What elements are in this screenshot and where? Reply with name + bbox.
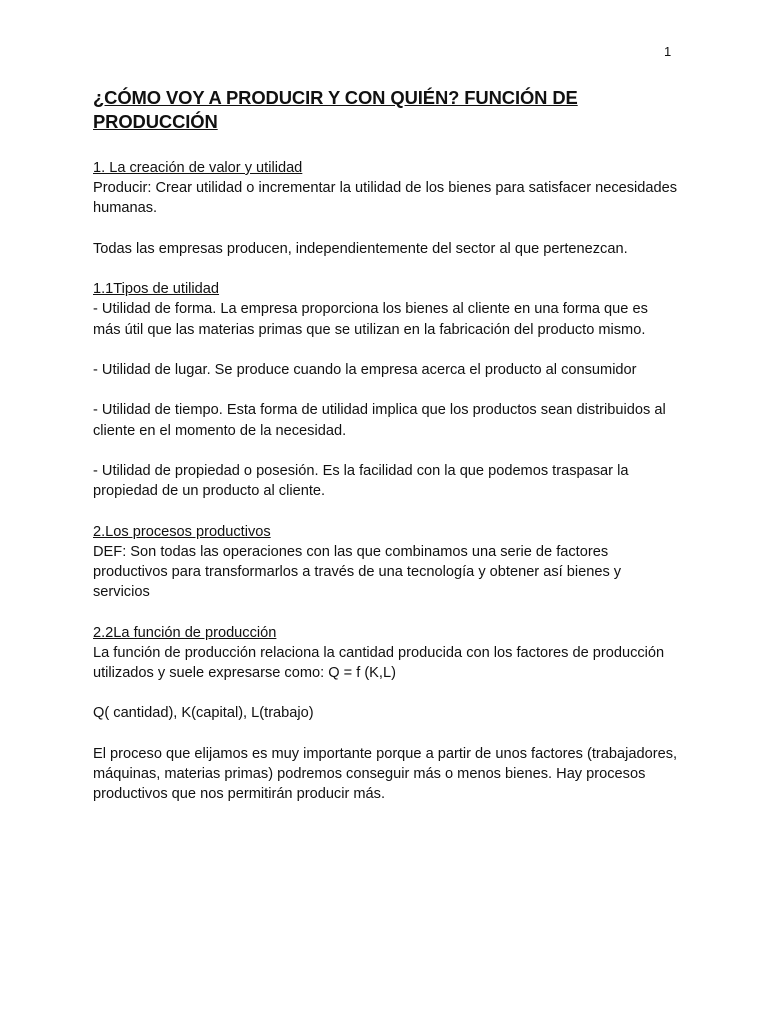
- paragraph-utilidad-forma: - Utilidad de forma. La empresa proporciona los bienes al cliente en una forma que es más útil que las materias primas que se utilizan en la fabricación del producto mismo.: [93, 301, 648, 338]
- spacer: [93, 219, 678, 239]
- paragraph-producir-definicion: Producir: Crear utilidad o incrementar la utilidad de los bienes para satisfacer necesidades humanas.: [93, 180, 678, 217]
- paragraph-funcion-descripcion: La función de producción relaciona la cantidad producida con los factores de producción utilizados y suele expresarse como: Q = f (K,L): [93, 644, 665, 681]
- document-body: [93, 86, 678, 804]
- paragraph-proceso-elegido: El proceso que elijamos es muy importante porque a partir de unos factores (trabajadores, máquinas, materias primas) podremos conseguir más o menos bienes. Hay procesos productivos que nos permitirán producir más.: [93, 745, 678, 803]
- paragraph-utilidad-propiedad: - Utilidad de propiedad o posesión. Es la facilidad con la que podemos traspasar la propiedad de un producto al cliente.: [93, 462, 629, 500]
- section-heading-procesos-productivos: 2.Los procesos productivos: [93, 523, 271, 540]
- section-heading-creacion-valor: 1. La creación de valor y utilidad: [93, 160, 303, 176]
- paragraph-procesos-definicion: DEF: Son todas las operaciones con las que combinamos una serie de factores productivos para transformarlos a través de una tecnología y obtener así bienes y servicios: [93, 543, 622, 601]
- spacer: [93, 683, 678, 703]
- document-title: ¿CÓMO VOY A PRODUCIR Y CON QUIÉN? FUNCIÓN DE PRODUCCIÓN: [93, 87, 578, 132]
- spacer: [93, 340, 678, 360]
- paragraph-empresas-producen: Todas las empresas producen, independientemente del sector al que pertenezcan.: [93, 240, 628, 257]
- section-heading-funcion-produccion: 2.2La función de producción: [93, 624, 277, 641]
- section-heading-tipos-utilidad: 1.1Tipos de utilidad: [93, 281, 220, 298]
- spacer: [93, 602, 678, 622]
- paragraph-utilidad-lugar: - Utilidad de lugar. Se produce cuando la empresa acerca el producto al consumidor: [93, 361, 637, 378]
- page-number: 1: [664, 44, 672, 59]
- spacer: [93, 441, 678, 461]
- spacer: [93, 259, 678, 279]
- spacer: [93, 724, 678, 744]
- paragraph-variables: Q( cantidad), K(capital), L(trabajo): [93, 705, 314, 722]
- spacer: [93, 501, 678, 521]
- spacer: [93, 380, 678, 400]
- paragraph-utilidad-tiempo: - Utilidad de tiempo. Esta forma de utilidad implica que los productos sean distribuidos al cliente en el momento de la necesidad.: [93, 402, 666, 439]
